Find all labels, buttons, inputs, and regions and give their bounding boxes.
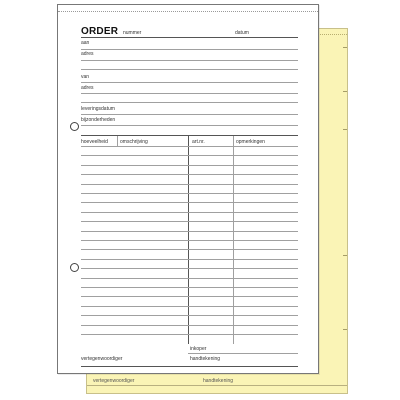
table-rule-line xyxy=(81,306,298,307)
bijzonderheden-line xyxy=(81,125,298,126)
vertegenwoordiger-label: vertegenwoordiger xyxy=(81,356,123,362)
table-rule-line xyxy=(81,325,298,326)
datum-label: datum xyxy=(235,30,249,36)
inkoper-line xyxy=(188,353,298,354)
copy-vertegenwoordiger-label: vertegenwoordiger xyxy=(93,378,135,384)
copy-tick xyxy=(343,129,347,130)
table-rule-line xyxy=(81,212,298,213)
column-header-hoeveelheid: hoeveelheid xyxy=(81,139,108,145)
van-label: van xyxy=(81,74,90,80)
table-rule-line xyxy=(81,193,298,194)
copy-tick xyxy=(343,329,347,330)
table-rule-line xyxy=(81,231,298,232)
table-rule-line xyxy=(81,287,298,288)
leveringsdatum-line xyxy=(81,114,298,115)
nummer-label: nummer xyxy=(123,30,142,36)
table-rule-line xyxy=(81,155,298,156)
column-header-omschrijving: omschrijving xyxy=(120,139,148,145)
table-rule-line xyxy=(81,315,298,316)
table-rule-line xyxy=(81,240,298,241)
bijzonderheden-label: bijzonderheden xyxy=(81,117,116,123)
inkoper-label: inkoper xyxy=(190,346,207,352)
copy-footer xyxy=(87,373,347,389)
aan-label: aan xyxy=(81,40,90,46)
punch-hole xyxy=(70,263,79,272)
table-rule-line xyxy=(81,259,298,260)
adres-line-2 xyxy=(81,69,298,70)
handtekening-label: handtekening xyxy=(190,356,221,362)
van-line xyxy=(81,82,298,83)
table-top-line xyxy=(81,135,298,136)
adres-line xyxy=(81,60,298,61)
header-line xyxy=(81,37,298,38)
adres-label: adres xyxy=(81,51,94,57)
copy-footer-line xyxy=(87,385,347,386)
order-form-sheet xyxy=(57,4,319,374)
table-rule-line xyxy=(81,165,298,166)
column-header-opmerkingen: opmerkingen xyxy=(236,139,265,145)
column-header-artnr: art.nr. xyxy=(192,139,205,145)
form-title: ORDER xyxy=(81,26,119,37)
table-rule-line xyxy=(81,221,298,222)
copy-handtekening-label: handtekening xyxy=(203,378,234,384)
adres-line-4 xyxy=(81,102,298,103)
table-rule-line xyxy=(81,202,298,203)
table-rule-line xyxy=(81,249,298,250)
table-rule-line xyxy=(81,174,298,175)
table-rule-line xyxy=(81,296,298,297)
table-rule-line xyxy=(81,184,298,185)
aan-line xyxy=(81,49,298,50)
copy-tick xyxy=(343,47,347,48)
adres-line-3 xyxy=(81,93,298,94)
perforation-line xyxy=(58,11,318,12)
table-rule-line xyxy=(81,278,298,279)
column-divider xyxy=(117,136,118,146)
footer-bottom-line xyxy=(81,366,298,367)
table-rule-line xyxy=(81,334,298,335)
table-rule-line xyxy=(81,268,298,269)
punch-hole xyxy=(70,122,79,131)
adres-label-2: adres xyxy=(81,85,94,91)
copy-tick xyxy=(343,255,347,256)
table-rule-line xyxy=(81,146,298,147)
leveringsdatum-label: leveringsdatum xyxy=(81,106,115,112)
copy-tick xyxy=(343,91,347,92)
